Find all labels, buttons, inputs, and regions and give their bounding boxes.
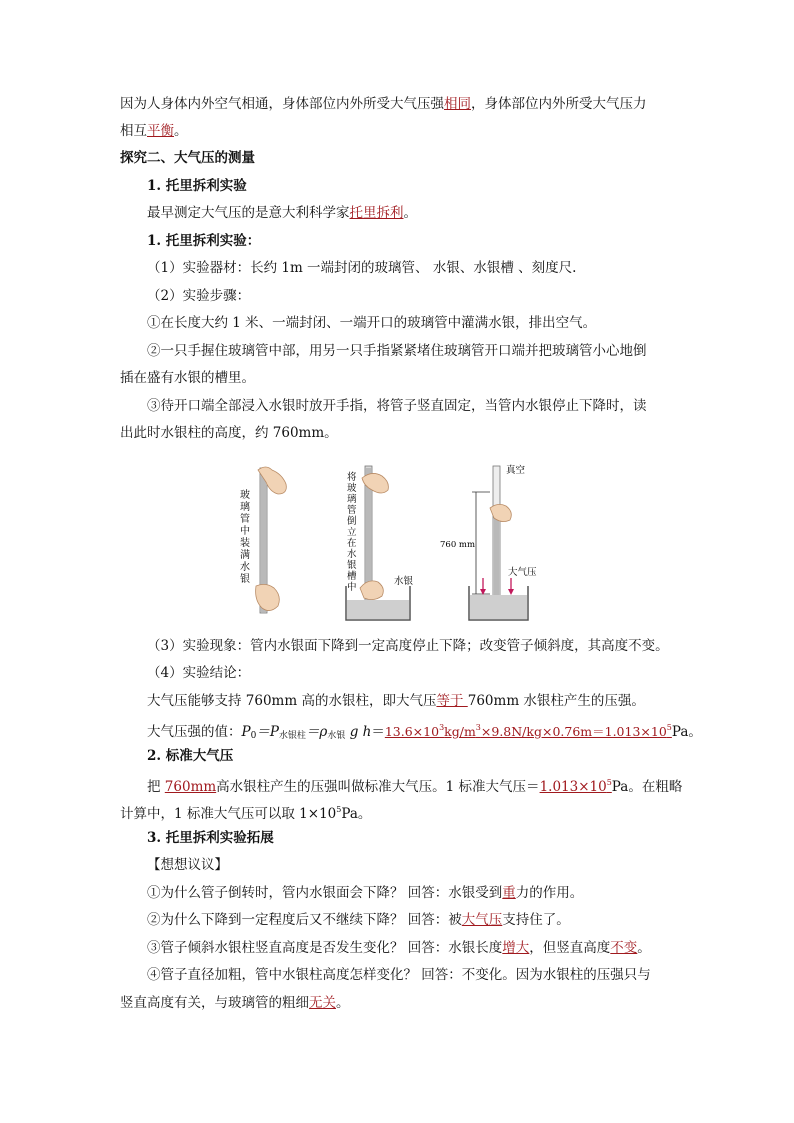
text-line: （2）实验步骤： [147, 288, 251, 304]
text-line: 最早测定大气压的是意大利科学家托里拆利。 [147, 205, 417, 221]
text-line: （3）实验现象：管内水银面下降到一定高度停止下降；改变管子倾斜度，其高度不变。 [147, 638, 669, 654]
label-height: 760 mm [440, 540, 476, 550]
text-line: 大气压能够支持 760mm 高的水银柱，即大气压等于 760mm 水银柱产生的压强。 [147, 693, 645, 709]
subsection-heading: 2. 标准大气压 [147, 748, 234, 764]
text-line: 插在盛有水银的槽里。 [120, 370, 255, 386]
section-heading: 探究二、大气压的测量 [120, 150, 255, 166]
text-line: 竖直高度有关，与玻璃管的粗细无关。 [120, 995, 350, 1011]
text-line: 出此时水银柱的高度，约 760mm。 [120, 425, 338, 441]
label-inverted-tube [347, 471, 357, 593]
svg-text:在: 在 [347, 538, 357, 549]
text-line: ①为什么管子倒转时，管内水银面会下降？ 回答：水银受到重力的作用。 [147, 885, 584, 901]
formula-line: 大气压强的值：$P_0=P_{水银柱}=\rho_{水银}$ g $h=13.6\times 10^3kg/m^3\times 9.8N/kg\times 0.76m=1.013\times 10^5Pa$。 [147, 723, 702, 741]
svg-text:银: 银 [347, 560, 357, 571]
text-line: 因为人身体内外空气相通，身体部位内外所受大气压强相同，身体部位内外所受大气压力 [120, 96, 647, 112]
text-line: ③管子倾斜水银柱竖直高度是否发生变化？ 回答：水银长度增大，但竖直高度不变。 [147, 940, 651, 956]
svg-text:玻: 玻 [347, 483, 357, 494]
text-line: 相互平衡。 [120, 123, 188, 139]
svg-text:玻: 玻 [240, 490, 250, 501]
label-atmospheric-pressure: 大气压 [508, 567, 537, 578]
svg-text:将: 将 [347, 472, 357, 483]
svg-text:水: 水 [240, 562, 250, 573]
svg-text:中: 中 [347, 582, 357, 593]
hand-icon [360, 581, 383, 600]
svg-text:倒: 倒 [347, 516, 357, 527]
svg-text:水: 水 [347, 549, 357, 560]
subsection-heading: 3. 托里拆利实验拓展 [147, 830, 274, 846]
subsection-heading: 1. 托里拆利实验： [147, 233, 261, 249]
svg-text:管: 管 [347, 505, 357, 516]
figure-filling-tube [240, 467, 286, 613]
text-line: ④管子直径加粗，管中水银柱高度怎样变化？ 回答：不变化。因为水银柱的压强只与 [147, 967, 651, 983]
text-line: 计算中，1 标准大气压可以取 $1\times 10^5Pa$。 [120, 805, 372, 822]
text-line: （4）实验结论： [147, 665, 251, 681]
label-mercury: 水银 [394, 576, 414, 587]
svg-text:槽: 槽 [347, 571, 357, 582]
hand-icon [256, 584, 280, 610]
svg-text:银: 银 [240, 574, 250, 585]
svg-text:璃: 璃 [240, 502, 250, 513]
svg-text:装: 装 [240, 538, 250, 549]
svg-text:璃: 璃 [347, 494, 357, 505]
torricelli-figure [228, 458, 558, 628]
text-line: 【想想议议】 [147, 857, 228, 873]
text-line: 把 760mm高水银柱产生的压强叫做标准大气压。1 标准大气压$=1.013\times 10^5Pa$。在粗略 [147, 778, 683, 795]
svg-text:满: 满 [240, 550, 250, 561]
text-line: ②一只手握住玻璃管中部，用另一只手指紧紧堵住玻璃管开口端并把玻璃管小心地倒 [147, 343, 647, 359]
svg-text:管: 管 [240, 514, 250, 525]
text-line: ①在长度大约 1 米、一端封闭、一端开口的玻璃管中灌满水银，排出空气。 [147, 315, 597, 331]
label-vacuum: 真空 [506, 465, 526, 476]
svg-text:中: 中 [240, 526, 250, 537]
subsection-heading: 1. 托里拆利实验 [147, 178, 247, 194]
svg-text:立: 立 [347, 527, 357, 538]
text-line: ③待开口端全部浸入水银时放开手指，将管子竖直固定，当管内水银停止下降时，读 [147, 398, 647, 414]
text-line: ②为什么下降到一定程度后又不继续下降？ 回答：被大气压支持住了。 [147, 912, 570, 928]
figure-mercury-column [440, 464, 537, 620]
label-filled-tube [240, 488, 250, 585]
text-line: （1）实验器材：长约 1m 一端封闭的玻璃管、 水银、水银槽 、刻度尺. [147, 260, 577, 276]
figure-inverting-tube [346, 466, 414, 620]
